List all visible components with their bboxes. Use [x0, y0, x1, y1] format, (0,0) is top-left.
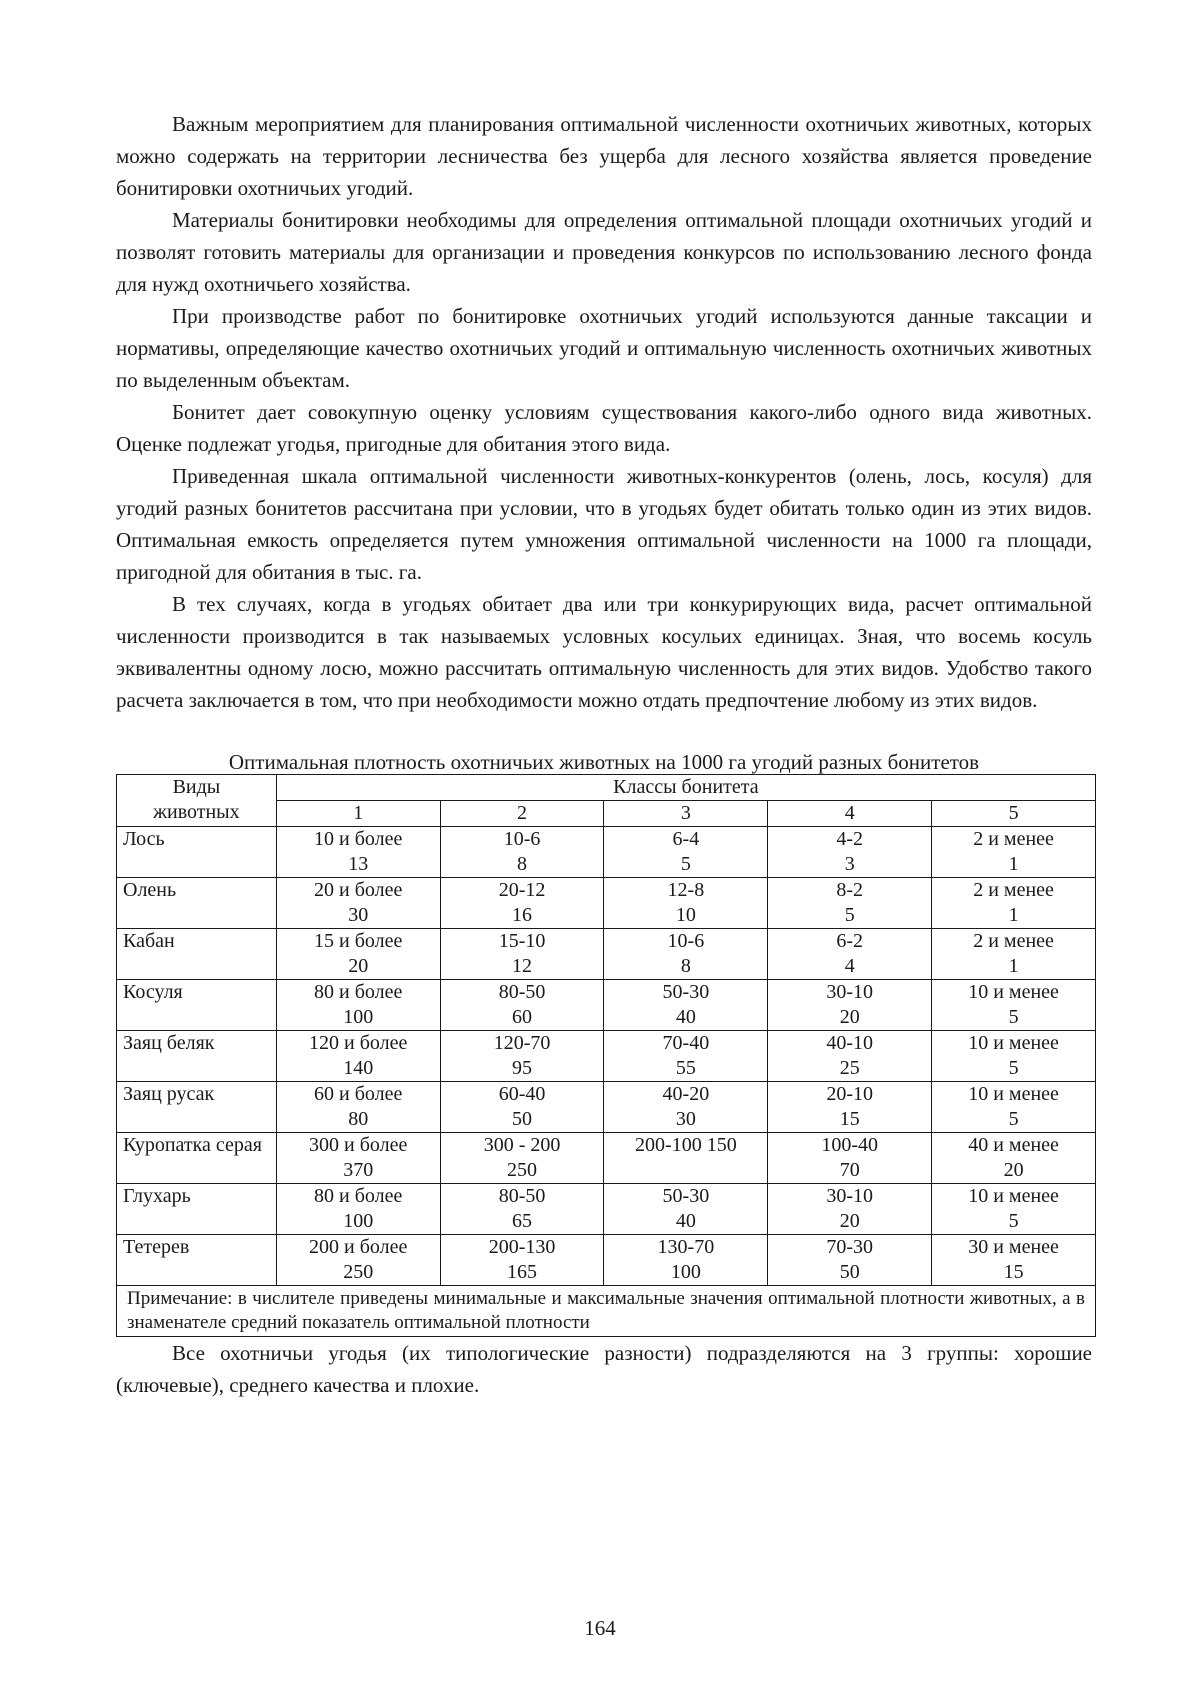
density-cell	[768, 1082, 932, 1133]
density-range: 80 и более	[314, 981, 403, 1003]
density-range: 40-10	[826, 1032, 874, 1054]
species-name: Кабан	[117, 929, 277, 980]
density-range: 200-130	[488, 1236, 556, 1258]
class-number: 5	[932, 801, 1096, 827]
density-cell	[932, 878, 1096, 929]
density-range: 50-30	[662, 1185, 710, 1207]
density-average: 15	[839, 1108, 860, 1130]
density-range: 2 и менее	[973, 879, 1054, 901]
density-cell	[276, 1235, 440, 1286]
density-average: 70	[839, 1159, 860, 1181]
density-cell	[440, 827, 604, 878]
density-average: 1	[1008, 955, 1019, 977]
class-number: 2	[440, 801, 604, 827]
density-range: 30-10	[826, 1185, 874, 1207]
density-average: 8	[517, 853, 528, 875]
density-cell	[768, 980, 932, 1031]
density-average: 55	[675, 1057, 696, 1079]
density-range: 20-12	[498, 879, 546, 901]
density-average: 5	[680, 853, 691, 875]
density-average: 100	[343, 1210, 374, 1232]
density-average: 30	[675, 1108, 696, 1130]
density-average: 4	[844, 955, 855, 977]
density-range: 80 и более	[314, 1185, 403, 1207]
density-cell	[604, 878, 768, 929]
density-cell	[276, 1031, 440, 1082]
density-cell	[932, 1082, 1096, 1133]
density-cell	[932, 1133, 1096, 1184]
table-row	[117, 929, 1096, 980]
density-range: 15 и более	[314, 930, 403, 952]
density-cell	[768, 1184, 932, 1235]
note-row	[117, 1286, 1096, 1337]
density-cell	[440, 1082, 604, 1133]
density-range: 10 и менее	[968, 1083, 1059, 1105]
table-row	[117, 1184, 1096, 1235]
density-average: 3	[844, 853, 855, 875]
density-cell	[604, 1082, 768, 1133]
density-average: 140	[343, 1057, 374, 1079]
table-caption: Оптимальная плотность охотничьих животных на 1000 га угодий разных бонитетов	[228, 750, 980, 774]
density-range: 2 и менее	[973, 828, 1054, 850]
density-range: 4-2	[836, 828, 864, 850]
species-header-line: Виды	[172, 776, 221, 798]
density-cell	[276, 1133, 440, 1184]
density-range: 70-30	[826, 1236, 874, 1258]
density-average: 1	[1008, 853, 1019, 875]
density-average: 20	[348, 955, 369, 977]
density-cell	[440, 1133, 604, 1184]
density-average: 100	[670, 1261, 701, 1283]
density-range: 10-6	[503, 828, 541, 850]
density-range: 100-40	[821, 1134, 879, 1156]
density-average: 16	[512, 904, 533, 926]
density-cell	[768, 929, 932, 980]
density-range: 6-4	[672, 828, 700, 850]
density-cell	[276, 878, 440, 929]
density-range: 20 и более	[314, 879, 403, 901]
density-cell	[604, 1184, 768, 1235]
density-range: 200-100 150	[635, 1134, 737, 1156]
density-range: 8-2	[836, 879, 864, 901]
density-cell	[440, 878, 604, 929]
class-number: 4	[768, 801, 932, 827]
density-average: 10	[675, 904, 696, 926]
density-cell	[768, 878, 932, 929]
table-header-row	[117, 775, 1096, 801]
density-range: 200 и более	[309, 1236, 408, 1258]
density-cell	[440, 980, 604, 1031]
species-name: Заяц русак	[117, 1082, 277, 1133]
density-range: 30-10	[826, 981, 874, 1003]
density-average: 30	[348, 904, 369, 926]
density-cell	[932, 929, 1096, 980]
density-cell	[768, 1235, 932, 1286]
closing-paragraph: Все охотничьи угодья (их типологические разности) подразделяются на 3 группы: хорошие (ключевые), среднего качества и плохие.	[116, 1341, 1092, 1397]
intro-text	[116, 108, 1092, 716]
density-range: 130-70	[657, 1236, 715, 1258]
density-cell	[604, 1235, 768, 1286]
density-range: 70-40	[662, 1032, 710, 1054]
table-row	[117, 1031, 1096, 1082]
density-cell	[932, 827, 1096, 878]
density-cell	[440, 929, 604, 980]
table-row	[117, 827, 1096, 878]
density-range: 10 и менее	[968, 1032, 1059, 1054]
density-range: 10 и менее	[968, 981, 1059, 1003]
density-average: 5	[1008, 1210, 1019, 1232]
table-row	[117, 980, 1096, 1031]
page-content	[116, 108, 1092, 1401]
density-range: 60 и более	[314, 1083, 403, 1105]
species-name: Глухарь	[117, 1184, 277, 1235]
density-cell	[932, 980, 1096, 1031]
paragraph: В тех случаях, когда в угодьях обитает два или три конкурирующих вида, расчет оптимальной численности производится в так называемых условных косульих единицах. Зная, что восемь косуль эквивалентны одному лосю, можно рассчитать оптимальную численность для этих видов. Удобство такого расчета заключается в том, что при необходимости можно отдать предпочтение любому из этих видов.	[116, 592, 1092, 712]
density-range: 120-70	[493, 1032, 551, 1054]
density-range: 6-2	[836, 930, 864, 952]
density-average: 100	[343, 1006, 374, 1028]
density-average	[608, 1158, 763, 1183]
density-cell	[604, 1031, 768, 1082]
density-cell	[932, 1235, 1096, 1286]
density-average: 250	[507, 1159, 538, 1181]
bonitet-table	[116, 774, 1096, 1337]
table-row	[117, 1235, 1096, 1286]
species-name: Заяц беляк	[117, 1031, 277, 1082]
species-name: Косуля	[117, 980, 277, 1031]
density-range: 30 и менее	[968, 1236, 1059, 1258]
density-average: 250	[343, 1261, 374, 1283]
density-cell	[604, 827, 768, 878]
density-average: 25	[839, 1057, 860, 1079]
table-body	[117, 775, 1096, 1286]
species-name: Тетерев	[117, 1235, 277, 1286]
paragraph: Бонитет дает совокупную оценку условиям существования какого-либо одного вида животных. Оценке подлежат угодья, пригодные для обитания этого вида.	[116, 400, 1092, 456]
density-range: 10-6	[667, 930, 705, 952]
page-number: 164	[584, 1616, 616, 1640]
density-range: 20-10	[826, 1083, 874, 1105]
species-header-line: животных	[153, 801, 240, 823]
species-header-cell	[117, 775, 277, 827]
paragraph: Материалы бонитировки необходимы для определения оптимальной площади охотничьих угодий и позволят готовить материалы для организации и проведения конкурсов по использованию лесного фонда для нужд охотничьего хозяйства.	[116, 208, 1092, 296]
density-average: 60	[512, 1006, 533, 1028]
density-average: 5	[1008, 1108, 1019, 1130]
density-average: 13	[348, 853, 369, 875]
density-cell	[276, 827, 440, 878]
density-cell	[440, 1235, 604, 1286]
density-cell	[932, 1184, 1096, 1235]
paragraph: Важным мероприятием для планирования оптимальной численности охотничьих животных, которых можно содержать на территории лесничества без ущерба для лесного хозяйства является проведение бонитировки охотничьих угодий.	[116, 112, 1092, 200]
density-cell	[604, 980, 768, 1031]
density-range: 60-40	[498, 1083, 546, 1105]
table-row	[117, 1082, 1096, 1133]
species-name: Куропатка серая	[117, 1133, 277, 1184]
species-name: Лось	[117, 827, 277, 878]
table-row	[117, 878, 1096, 929]
density-average: 80	[348, 1108, 369, 1130]
paragraph: При производстве работ по бонитировке охотничьих угодий используются данные таксации и нормативы, определяющие качество охотничьих угодий и оптимальную численность охотничьих животных по выделенным объектам.	[116, 304, 1092, 392]
density-range: 40-20	[662, 1083, 710, 1105]
density-range: 80-50	[498, 1185, 546, 1207]
density-average: 40	[675, 1006, 696, 1028]
density-average: 8	[680, 955, 691, 977]
density-average: 95	[512, 1057, 533, 1079]
density-average: 20	[839, 1210, 860, 1232]
table-note: Примечание: в числителе приведены минимальные и максимальные значения оптимальной плотности животных, а в знаменателе средний показатель оптимальной плотности	[117, 1286, 1096, 1337]
density-cell	[276, 980, 440, 1031]
density-average: 50	[512, 1108, 533, 1130]
density-range: 10 и более	[314, 828, 403, 850]
table-row	[117, 1133, 1096, 1184]
density-cell	[440, 1031, 604, 1082]
density-range: 2 и менее	[973, 930, 1054, 952]
density-cell	[768, 827, 932, 878]
density-range: 12-8	[667, 879, 705, 901]
density-cell	[276, 929, 440, 980]
classes-header: Классы бонитета	[276, 775, 1095, 801]
density-average: 65	[512, 1210, 533, 1232]
density-range: 50-30	[662, 981, 710, 1003]
density-cell	[768, 1031, 932, 1082]
density-average: 1	[1008, 904, 1019, 926]
density-average: 20	[1003, 1159, 1024, 1181]
class-number: 3	[604, 801, 768, 827]
density-average: 20	[839, 1006, 860, 1028]
density-range: 40 и менее	[968, 1134, 1059, 1156]
density-average: 12	[512, 955, 533, 977]
density-cell	[932, 1031, 1096, 1082]
density-average: 370	[343, 1159, 374, 1181]
density-range: 300 и более	[309, 1134, 408, 1156]
density-range: 15-10	[498, 930, 546, 952]
density-average: 5	[1008, 1057, 1019, 1079]
density-cell	[440, 1184, 604, 1235]
density-average: 165	[507, 1261, 538, 1283]
density-range: 120 и более	[309, 1032, 408, 1054]
density-range: 300 - 200	[483, 1134, 561, 1156]
class-number: 1	[276, 801, 440, 827]
density-average: 15	[1003, 1261, 1024, 1283]
density-average: 5	[844, 904, 855, 926]
density-cell	[276, 1184, 440, 1235]
density-average: 40	[675, 1210, 696, 1232]
table-footer	[117, 1286, 1096, 1337]
density-cell	[604, 929, 768, 980]
density-cell	[276, 1082, 440, 1133]
species-name: Олень	[117, 878, 277, 929]
density-cell	[768, 1133, 932, 1184]
paragraph: Приведенная шкала оптимальной численности животных-конкурентов (олень, лось, косуля) для угодий разных бонитетов рассчитана при условии, что в угодьях будет обитать только один из этих видов. Оптимальная емкость определяется путем умножения оптимальной численности на 1000 га площади, пригодной для обитания в тыс. га.	[116, 464, 1092, 584]
density-range: 10 и менее	[968, 1185, 1059, 1207]
density-average: 50	[839, 1261, 860, 1283]
density-average: 5	[1008, 1006, 1019, 1028]
density-cell	[604, 1133, 768, 1184]
density-range: 80-50	[498, 981, 546, 1003]
